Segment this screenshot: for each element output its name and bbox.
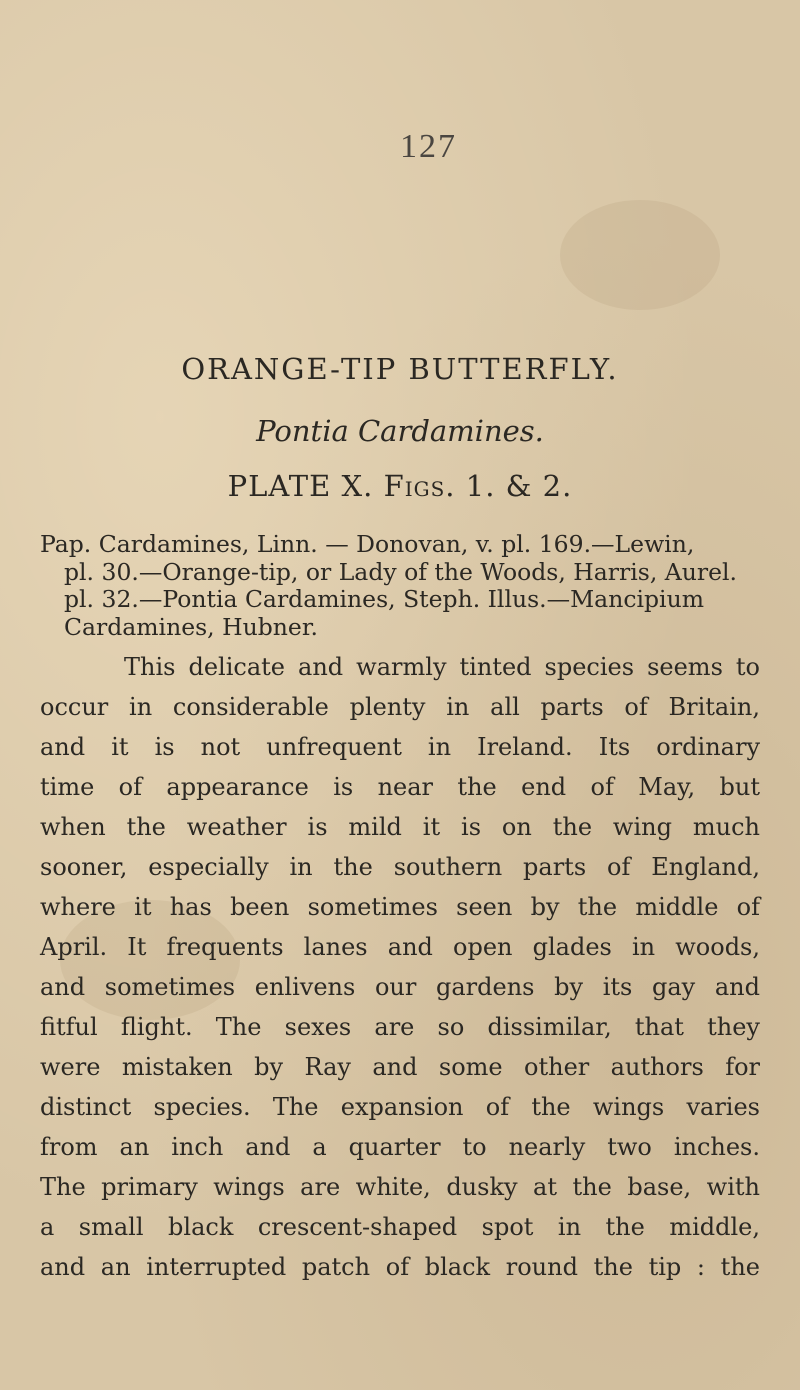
body-line: a small black crescent-shaped spot in the middle, — [40, 1213, 760, 1241]
synonymy-block — [40, 531, 760, 641]
body-line: sooner, especially in the southern parts of England, — [40, 853, 760, 881]
body-paragraph — [40, 647, 760, 1287]
body-line: were mistaken by Ray and some other authors for — [40, 1053, 760, 1081]
body-line: and it is not unfrequent in Ireland. Its ordinary — [40, 733, 760, 761]
body-line: This delicate and warmly tinted species seems to — [124, 653, 760, 681]
body-line: when the weather is mild it is on the wing much — [40, 813, 760, 841]
synonymy-line: Cardamines, Hubner. — [64, 612, 318, 641]
species-name: Pontia Cardamines. — [256, 414, 544, 448]
body-line: April. It frequents lanes and open glades in woods, — [40, 933, 760, 961]
body-line: The primary wings are white, dusky at the base, with — [40, 1173, 760, 1201]
body-line: distinct species. The expansion of the wings varies — [40, 1093, 760, 1121]
body-line: and an interrupted patch of black round the tip : the — [40, 1253, 760, 1281]
plate-reference — [0, 469, 800, 503]
page-number: 127 — [400, 128, 457, 165]
synonymy-line: pl. 32.—Pontia Cardamines, Steph. Illus.—Mancipium — [64, 585, 704, 613]
body-line: from an inch and a quarter to nearly two inches. — [40, 1133, 760, 1161]
body-line: and sometimes enlivens our gardens by its gay and — [40, 973, 760, 1001]
body-line: occur in considerable plenty in all parts of Britain, — [40, 693, 760, 721]
plate-figures: Figs. 1. & 2. — [383, 469, 573, 503]
paper-stain — [560, 200, 720, 310]
page-title: ORANGE-TIP BUTTERFLY. — [181, 352, 619, 386]
synonymy-line: pl. 30.—Orange-tip, or Lady of the Woods, Harris, Aurel. — [64, 557, 737, 586]
body-line: fitful flight. The sexes are so dissimilar, that they — [40, 1013, 760, 1041]
synonymy-line: Pap. Cardamines, Linn. — Donovan, v. pl. 169.—Lewin, — [40, 530, 695, 558]
body-line: time of appearance is near the end of May, but — [40, 773, 760, 801]
body-line: where it has been sometimes seen by the middle of — [40, 893, 760, 921]
plate-label: PLATE X. — [227, 469, 374, 503]
